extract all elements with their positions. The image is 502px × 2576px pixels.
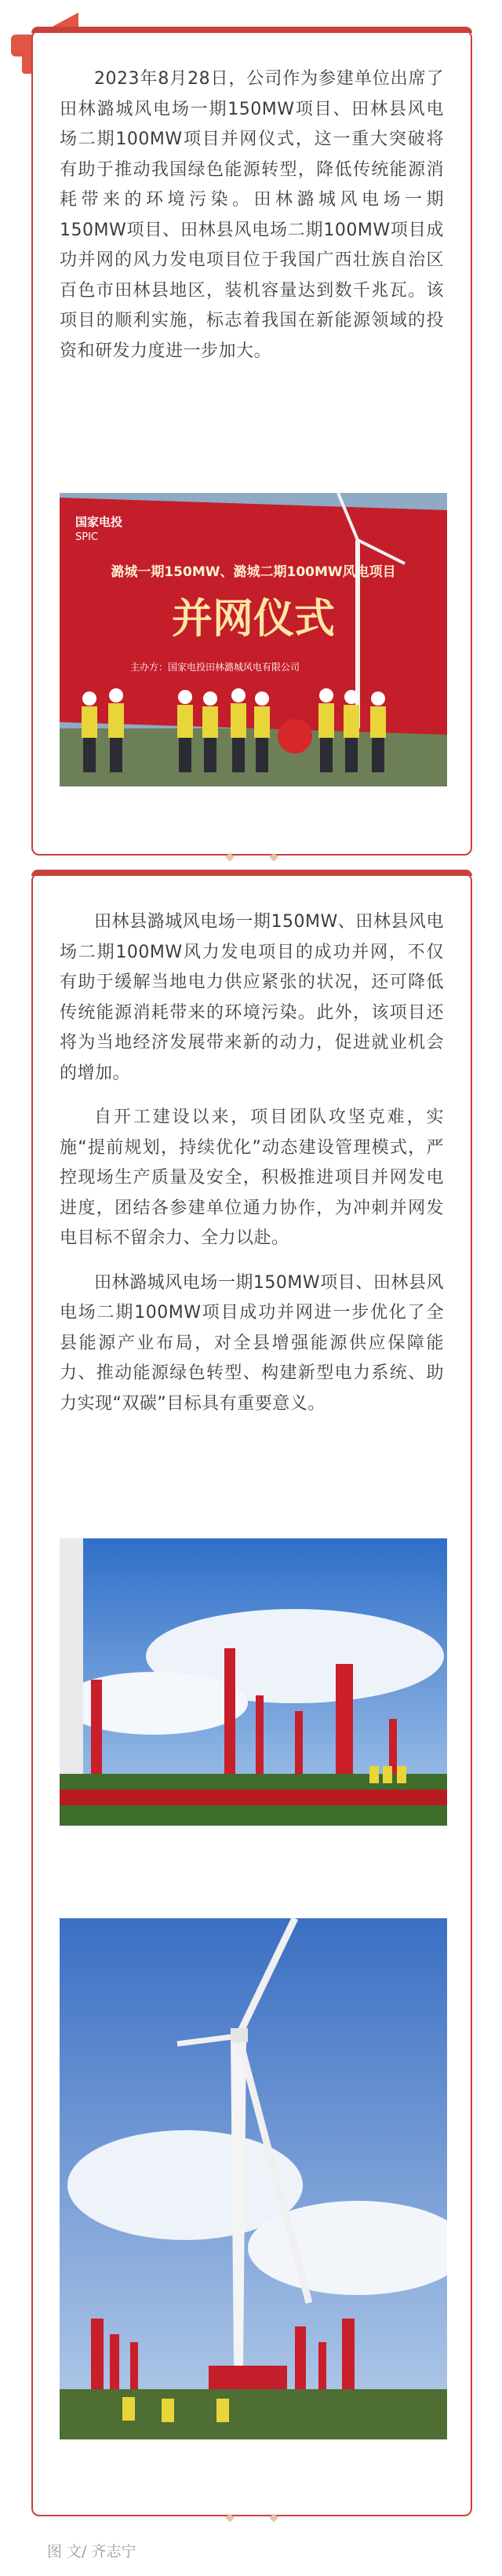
- banner-host: 主办方：国家电投田林潞城风电有限公司: [130, 662, 300, 673]
- article-card-2: [31, 873, 472, 2516]
- banner-line-2: 并网仪式: [171, 596, 336, 643]
- ceremony-banner-photo: [60, 493, 447, 786]
- flags-site-photo: [60, 1538, 447, 1826]
- paragraph-construction: 自开工建设以来，项目团队攻坚克难，实施“提前规划，持续优化”动态建设管理模式，严控现场生产质量及安全，积极推进项目并网发电进度，团结各参建单位通力协作，为冲刺并网发电目标不留余力、全力以赴。: [60, 1107, 444, 1248]
- paragraph-impact: 田林县潞城风电场一期150MW、田林县风电场二期100MW风力发电项目的成功并网，不仅有助于缓解当地电力供应紧张的状况，还可降低传统能源消耗带来的环境污染。此外，该项目还将为当地经济发展带来新的动力，促进就业机会的增加。: [60, 912, 444, 1083]
- card-bottom-ornament: [33, 2509, 471, 2524]
- card-top-bar: [31, 27, 472, 33]
- photo-credit: 图 文/ 齐志宁: [47, 2543, 136, 2560]
- card-bottom-ornament: [33, 848, 471, 863]
- banner-line-1: 潞城一期150MW、潞城二期100MW风电项目: [111, 564, 396, 580]
- card-top-bar: [31, 870, 472, 876]
- wind-turbine-photo: [60, 1918, 447, 2439]
- banner-logo-sub: SPIC: [75, 531, 99, 543]
- banner-logo-text: 国家电投: [75, 515, 123, 529]
- paragraph-intro: 2023年8月28日，公司作为参建单位出席了田林潞城风电场一期150MW项目、田林县风电场二期100MW项目并网仪式，这一重大突破将有助于推动我国绿色能源转型，降低传统能源消耗带来的环境污染。田林潞城风电场一期150MW项目、田林县风电场二期100MW项目成功并网的风力发电项目位于我国广西壮族自治区百色市田林县地区，装机容量达到数千兆瓦。该项目的顺利实施，标志着我国在新能源领域的投资和研发力度进一步加大。: [60, 69, 444, 361]
- article-card-1: [31, 30, 472, 856]
- paragraph-significance: 田林潞城风电场一期150MW项目、田林县风电场二期100MW项目成功并网进一步优化了全县能源产业布局，对全县增强能源供应保障能力、推动能源绿色转型、构建新型电力系统、助力实现“双碳”目标具有重要意义。: [60, 1272, 444, 1414]
